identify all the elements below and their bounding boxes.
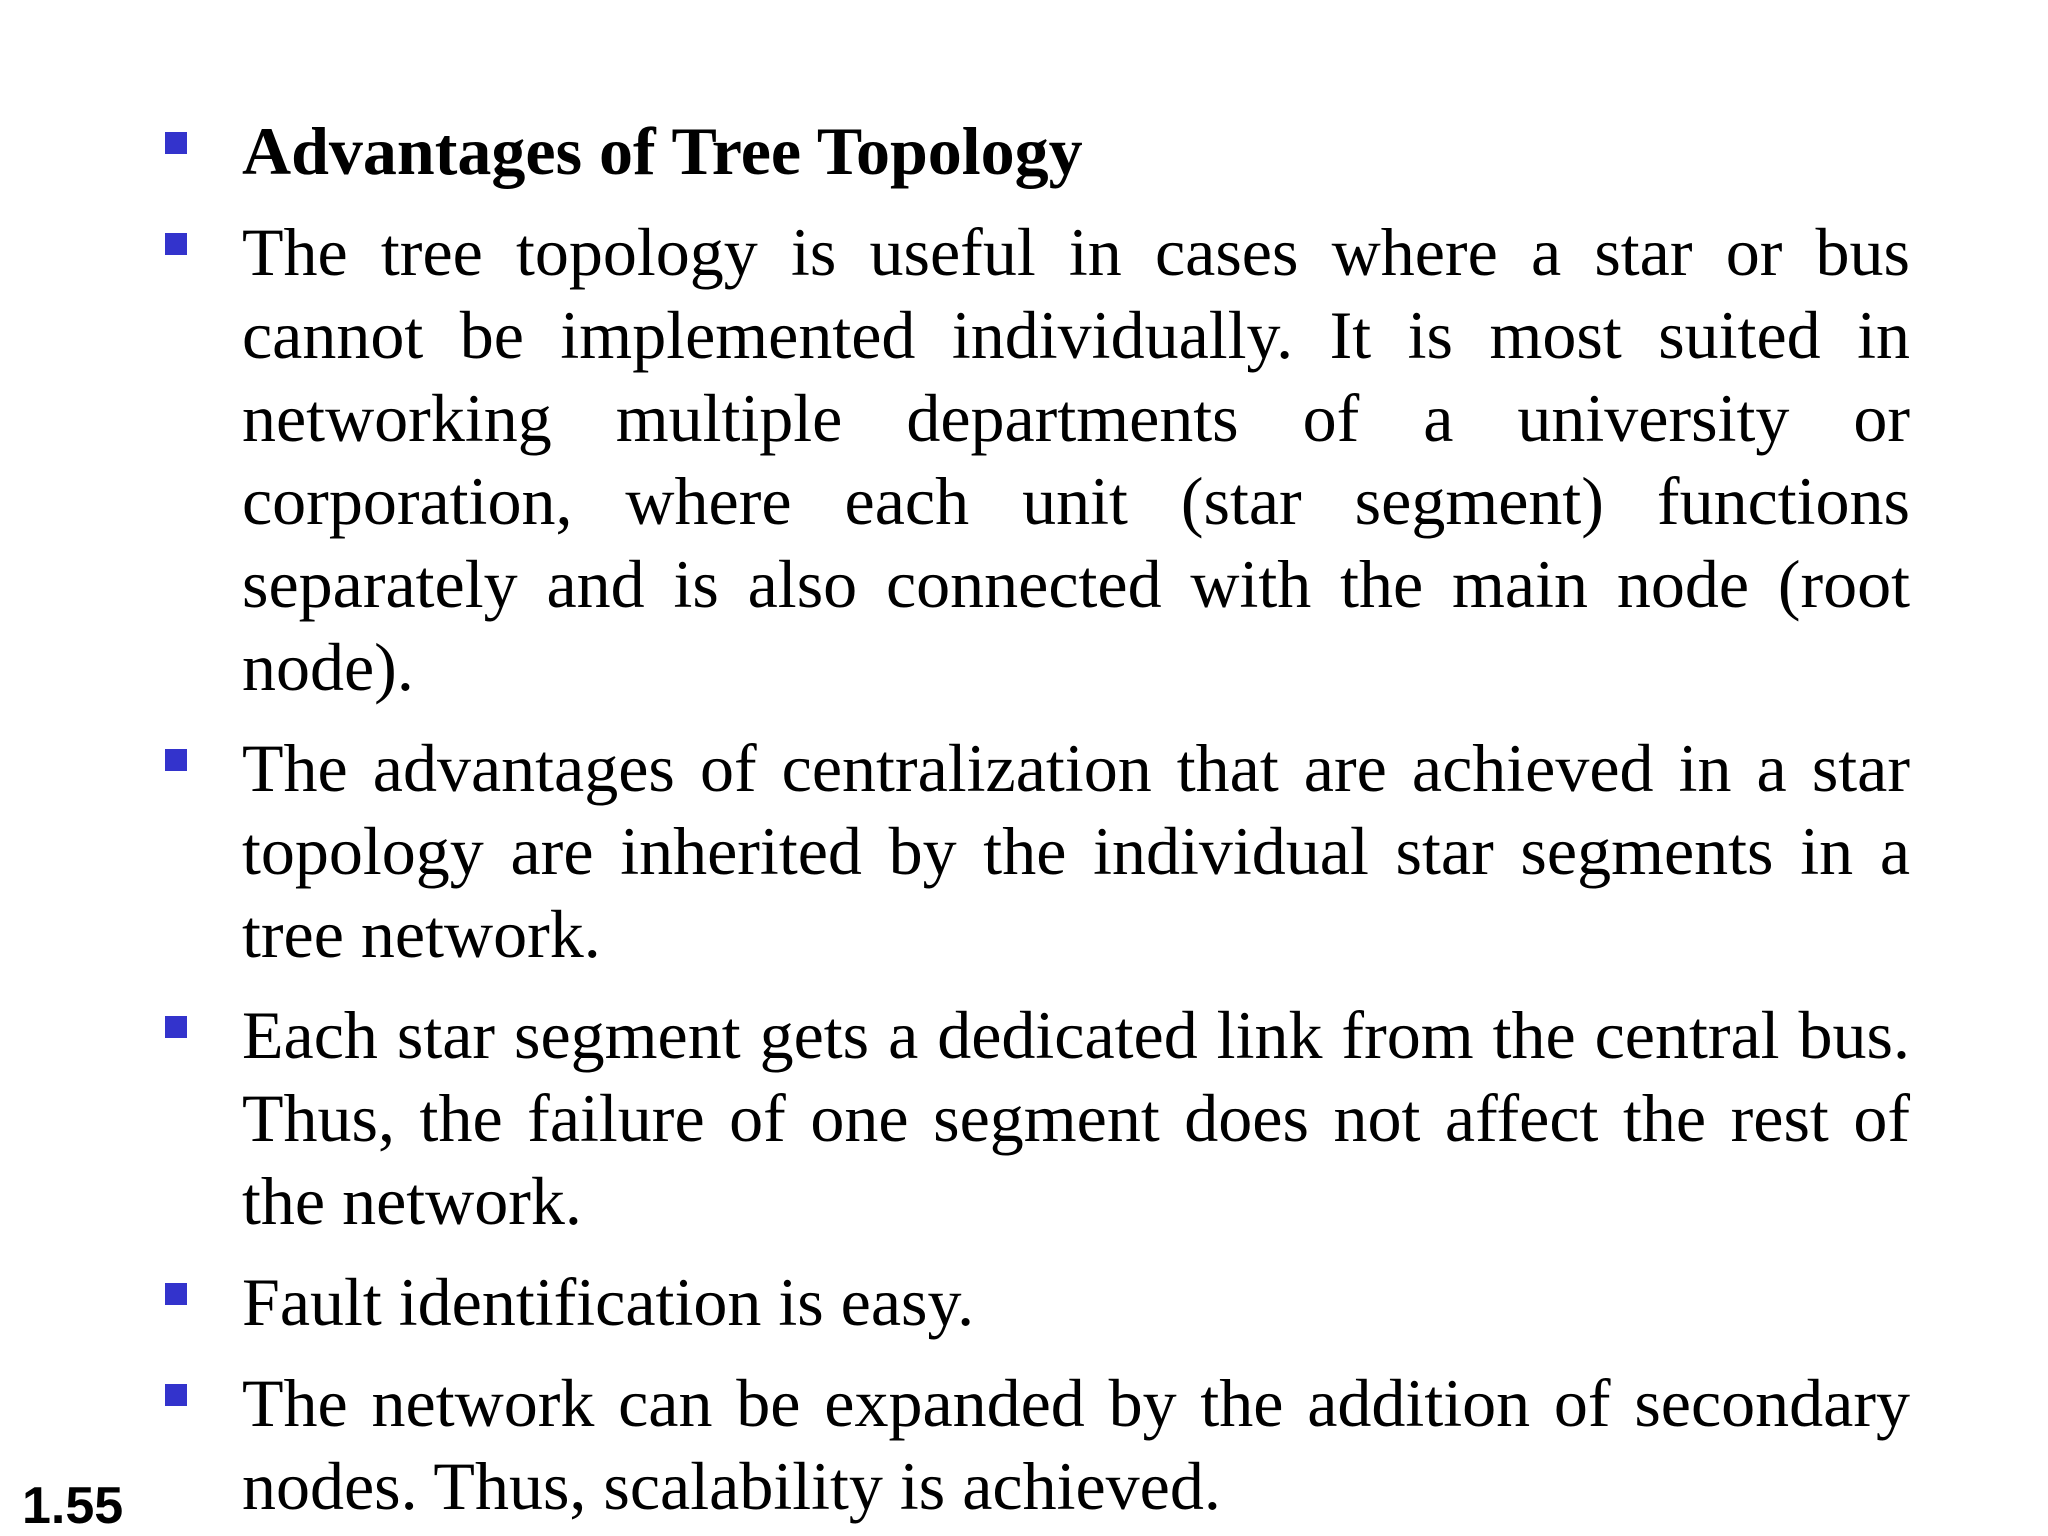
bullet-item — [165, 211, 1910, 709]
bullet-item — [165, 994, 1910, 1243]
heading-text: Advantages of Tree Topology — [242, 113, 1083, 189]
page-number: 1.55 — [22, 1477, 124, 1535]
bullet-text: Each star segment gets a dedicated link from the central bus. Thus, the failure of one segment does not affect the rest of the network. — [242, 997, 1910, 1239]
bullet-text: The tree topology is useful in cases where a star or bus cannot be implemented individually. It is most suited in networking multiple departments of a university or corporation, where each unit (star segment) functions separately and is also connected with the main node (root node). — [242, 214, 1910, 705]
bullet-item — [165, 1261, 1910, 1344]
square-bullet-icon — [165, 1016, 187, 1038]
bullet-list — [165, 110, 1910, 1528]
bullet-text: Fault identification is easy. — [242, 1264, 975, 1340]
bullet-text: The network can be expanded by the addition of secondary nodes. Thus, scalability is achieved. — [242, 1365, 1910, 1524]
bullet-item — [165, 1362, 1910, 1528]
square-bullet-icon — [165, 1384, 187, 1406]
square-bullet-icon — [165, 1283, 187, 1305]
slide-heading — [165, 110, 1910, 193]
square-bullet-icon — [165, 132, 187, 154]
square-bullet-icon — [165, 233, 187, 255]
square-bullet-icon — [165, 749, 187, 771]
bullet-item — [165, 727, 1910, 976]
bullet-text: The advantages of centralization that are achieved in a star topology are inherited by the individual star segments in a tree network. — [242, 730, 1910, 972]
